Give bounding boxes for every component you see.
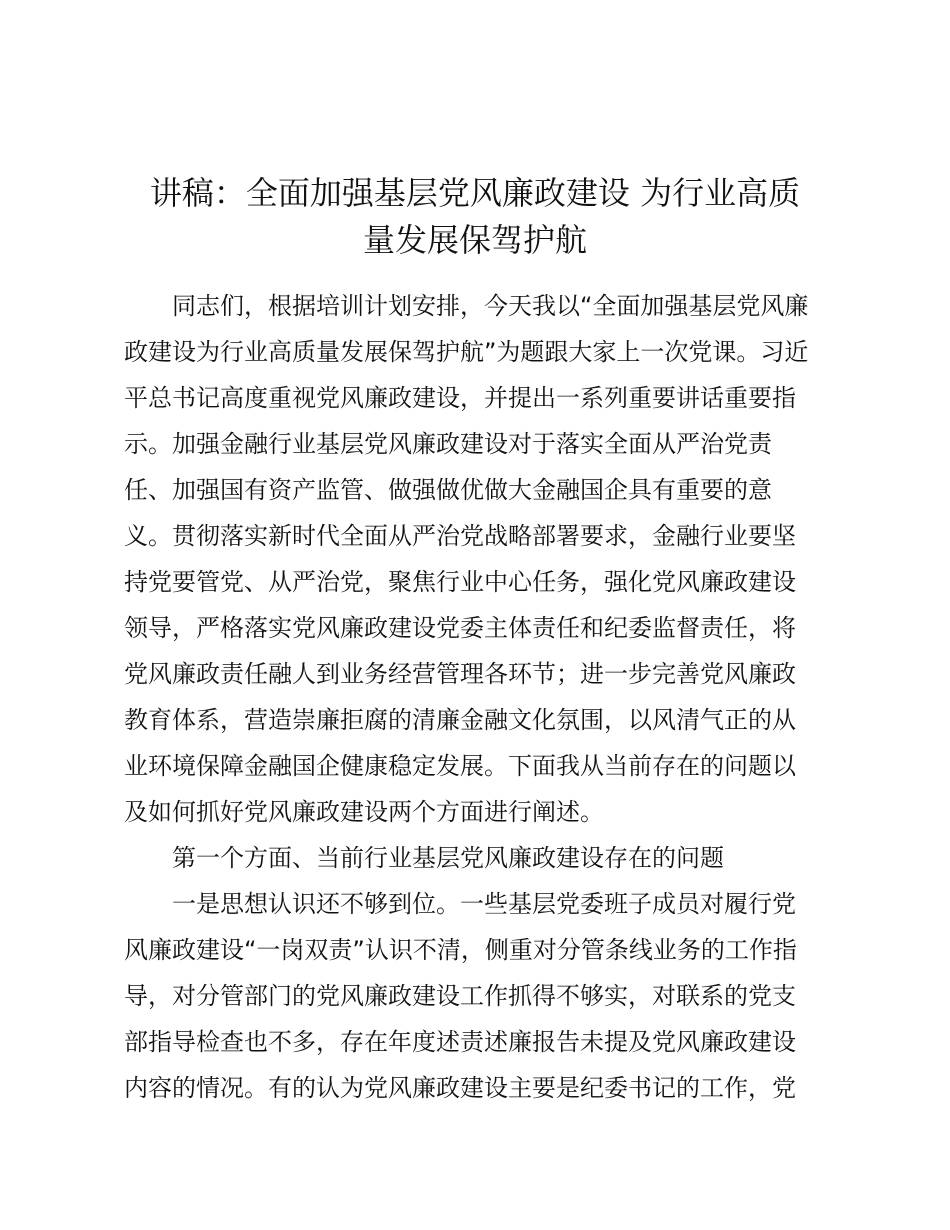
paragraph-line: 部指导检查也不多，存在年度述责述廉报告未提及党风廉政建设 xyxy=(124,1028,796,1056)
paragraph-line: 领导，严格落实党风廉政建设党委主体责任和纪委监督责任，将 xyxy=(124,614,796,642)
section-heading: 第一个方面、当前行业基层党风廉政建设存在的问题 xyxy=(172,844,724,872)
paragraph-line: 及如何抓好党风廉政建设两个方面进行阐述。 xyxy=(124,798,604,826)
paragraph-line: 义。贯彻落实新时代全面从严治党战略部署要求，金融行业要坚 xyxy=(124,522,796,550)
document-title xyxy=(110,170,840,264)
paragraph-line: 党风廉政责任融人到业务经营管理各环节；进一步完善党风廉政 xyxy=(124,660,796,688)
title-line: 量发展保驾护航 xyxy=(362,221,587,259)
paragraph-line: 风廉政建设“一岗双责”认识不清，侧重对分管条线业务的工作指 xyxy=(124,936,797,964)
paragraph-line: 业环境保障金融国企健康稳定发展。下面我从当前存在的问题以 xyxy=(124,752,796,780)
paragraph-line: 平总书记高度重视党风廉政建设，并提出一系列重要讲话重要指 xyxy=(124,384,796,412)
paragraph-line: 持党要管党、从严治党，聚焦行业中心任务，强化党风廉政建设 xyxy=(124,568,796,596)
paragraph-line: 同志们，根据培训计划安排，今天我以“全面加强基层党风廉 xyxy=(172,292,809,320)
paragraph-line: 任、加强国有资产监管、做强做优做大金融国企具有重要的意 xyxy=(124,476,772,504)
paragraph-line: 内容的情况。有的认为党风廉政建设主要是纪委书记的工作，党 xyxy=(124,1074,796,1102)
document-body xyxy=(124,283,834,1111)
title-line: 讲稿：全面加强基层党风廉政建设 为行业高质 xyxy=(149,174,801,212)
paragraph-line: 示。加强金融行业基层党风廉政建设对于落实全面从严治党责 xyxy=(124,430,772,458)
paragraph-line: 教育体系，营造崇廉拒腐的清廉金融文化氛围，以风清气正的从 xyxy=(124,706,796,734)
paragraph-line: 导，对分管部门的党风廉政建设工作抓得不够实，对联系的党支 xyxy=(124,982,796,1010)
paragraph-line: 一是思想认识还不够到位。一些基层党委班子成员对履行党 xyxy=(172,890,796,918)
paragraph-line: 政建设为行业高质量发展保驾护航”为题跟大家上一次党课。习近 xyxy=(124,338,809,366)
